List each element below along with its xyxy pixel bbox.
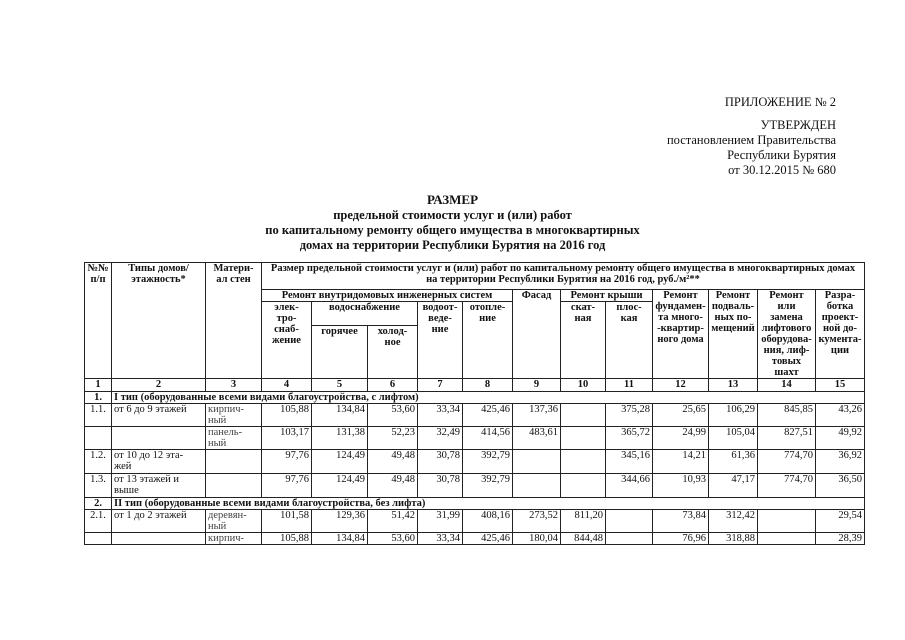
col-number: 15 [816,379,865,392]
row-type: от 10 до 12 эта- жей [112,450,206,474]
value-cell: 408,16 [463,510,513,533]
value-cell [561,427,606,450]
value-cell [758,510,816,533]
document-title: РАЗМЕР [426,192,479,207]
value-cell: 76,96 [653,533,709,545]
value-cell: 97,76 [262,474,312,498]
header-types: Типы домов/ этажность* [112,263,206,379]
col-number: 6 [368,379,418,392]
value-cell: 33,34 [418,533,463,545]
row-material: кирпич- [206,533,262,545]
value-cell: 774,70 [758,474,816,498]
value-cell: 106,29 [709,404,758,427]
value-cell: 811,20 [561,510,606,533]
value-cell: 345,16 [606,450,653,474]
value-cell: 30,78 [418,474,463,498]
value-cell [758,533,816,545]
value-cell: 392,79 [463,474,513,498]
value-cell: 43,26 [816,404,865,427]
value-cell: 53,60 [368,533,418,545]
header-water: водоснабжение [312,302,418,326]
value-cell: 52,23 [368,427,418,450]
row-material [206,474,262,498]
value-cell: 273,52 [513,510,561,533]
header-drain: водоот- веде- ние [418,302,463,379]
row-number: 2.1. [85,510,112,533]
col-number: 11 [606,379,653,392]
section-label: I тип (оборудованные всеми видами благоустройства, с лифтом) [112,392,865,404]
row-type [112,533,206,545]
approved-label: УТВЕРЖДЕН [760,118,836,132]
table-row [85,474,865,498]
header-foundation: Ремонт фундамен- та много- -квартир- ного дома [653,290,709,379]
value-cell: 845,85 [758,404,816,427]
col-number: 5 [312,379,368,392]
table-row [85,533,865,545]
value-cell: 73,84 [653,510,709,533]
row-material: деревян- ный [206,510,262,533]
value-cell: 28,39 [816,533,865,545]
header-electro: элек- тро- снаб- жение [262,302,312,379]
value-cell: 134,84 [312,533,368,545]
value-cell: 29,54 [816,510,865,533]
row-number [85,427,112,450]
value-cell: 32,49 [418,427,463,450]
value-cell: 844,48 [561,533,606,545]
value-cell: 129,36 [312,510,368,533]
table-row [85,510,865,533]
value-cell: 425,46 [463,404,513,427]
header-systems: Ремонт внутридомовых инженерных систем [262,290,513,302]
value-cell [561,404,606,427]
value-cell: 25,65 [653,404,709,427]
row-material: кирпич- ный [206,404,262,427]
value-cell: 10,93 [653,474,709,498]
row-number [85,533,112,545]
value-cell: 14,21 [653,450,709,474]
value-cell: 124,49 [312,474,368,498]
value-cell: 61,36 [709,450,758,474]
value-cell: 134,84 [312,404,368,427]
header-cold: холод- ное [368,326,418,379]
row-type [112,427,206,450]
col-number: 3 [206,379,262,392]
value-cell: 53,60 [368,404,418,427]
title-line-3: домах на территории Республики Бурятия на 2016 год [299,238,606,252]
value-cell: 31,99 [418,510,463,533]
row-number: 1.3. [85,474,112,498]
header-heat: отопле- ние [463,302,513,379]
header-flat: плос- кая [606,302,653,379]
section-number: 1. [85,392,112,404]
col-number: 10 [561,379,606,392]
header-basement: Ремонт подваль- ных по- мещений [709,290,758,379]
col-number: 1 [85,379,112,392]
row-type: от 6 до 9 этажей [112,404,206,427]
col-number: 2 [112,379,206,392]
row-material: панель- ный [206,427,262,450]
value-cell: 36,92 [816,450,865,474]
value-cell: 105,88 [262,533,312,545]
value-cell: 33,34 [418,404,463,427]
value-cell: 103,17 [262,427,312,450]
value-cell [513,450,561,474]
value-cell: 312,42 [709,510,758,533]
value-cell: 105,88 [262,404,312,427]
table-row [85,427,865,450]
value-cell: 30,78 [418,450,463,474]
approval-line-2: Республики Бурятия [727,148,836,162]
header-design: Разра- ботка проект- ной до- кумента- ции [816,290,865,379]
col-number: 14 [758,379,816,392]
value-cell: 365,72 [606,427,653,450]
col-number: 7 [418,379,463,392]
value-cell [606,533,653,545]
appendix-label: ПРИЛОЖЕНИЕ № 2 [724,95,836,109]
row-material [206,450,262,474]
value-cell [606,510,653,533]
col-number: 8 [463,379,513,392]
value-cell: 105,04 [709,427,758,450]
approval-line-1: постановлением Правительства [666,133,836,147]
value-cell [513,474,561,498]
row-type: от 1 до 2 этажей [112,510,206,533]
row-number: 1.2. [85,450,112,474]
section-label: II тип (оборудованные всеми видами благоустройства, без лифта) [112,498,865,510]
value-cell: 318,88 [709,533,758,545]
title-line-1: предельной стоимости услуг и (или) работ [333,208,572,222]
col-number: 13 [709,379,758,392]
value-cell: 774,70 [758,450,816,474]
col-number: 9 [513,379,561,392]
value-cell: 137,36 [513,404,561,427]
value-cell: 101,58 [262,510,312,533]
col-number: 12 [653,379,709,392]
header-material: Матери- ал стен [206,263,262,379]
cost-table-wrapper [84,262,865,545]
header-lift: Ремонт или замена лифтового оборудова- ния, лиф- товых шахт [758,290,816,379]
table-row [85,450,865,474]
value-cell: 414,56 [463,427,513,450]
value-cell: 827,51 [758,427,816,450]
title-line-2: по капитальному ремонту общего имущества в многоквартирных [265,223,640,237]
value-cell: 425,46 [463,533,513,545]
value-cell: 97,76 [262,450,312,474]
value-cell [561,450,606,474]
header-hot: горячее [312,326,368,379]
value-cell: 124,49 [312,450,368,474]
value-cell: 131,38 [312,427,368,450]
value-cell: 344,66 [606,474,653,498]
cost-table [84,262,865,545]
value-cell: 180,04 [513,533,561,545]
row-number: 1.1. [85,404,112,427]
section-number: 2. [85,498,112,510]
approval-line-3: от 30.12.2015 № 680 [728,163,836,177]
header-pitched: скат- ная [561,302,606,379]
header-roof: Ремонт крыши [561,290,653,302]
value-cell: 24,99 [653,427,709,450]
value-cell: 49,48 [368,474,418,498]
value-cell: 483,61 [513,427,561,450]
header-facade: Фасад [513,290,561,379]
table-row [85,404,865,427]
value-cell: 36,50 [816,474,865,498]
value-cell: 392,79 [463,450,513,474]
value-cell: 47,17 [709,474,758,498]
value-cell [561,474,606,498]
value-cell: 49,48 [368,450,418,474]
row-type: от 13 этажей и выше [112,474,206,498]
value-cell: 51,42 [368,510,418,533]
value-cell: 49,92 [816,427,865,450]
header-size: Размер предельной стоимости услуг и (или) работ по капитальному ремонту общего имущества в многоквартирных домах на территории Республики Бурятия на 2016 год, руб./м²** [262,263,865,290]
col-number: 4 [262,379,312,392]
value-cell: 375,28 [606,404,653,427]
header-num: №№ п/п [85,263,112,379]
